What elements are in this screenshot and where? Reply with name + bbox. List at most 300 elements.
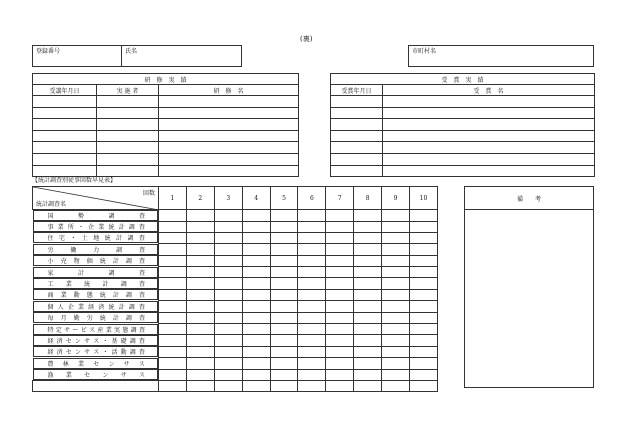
survey-name-char: 調 — [128, 303, 135, 311]
survey-name-char: ビ — [80, 326, 87, 334]
survey-name-char: 価 — [86, 258, 93, 266]
count-cell[interactable] — [298, 381, 326, 392]
survey-name-char: サ — [123, 360, 130, 368]
municipality-label: 市町村名 — [412, 48, 437, 55]
count-cell[interactable] — [214, 278, 242, 289]
count-cell[interactable] — [186, 289, 214, 300]
survey-row — [33, 324, 438, 335]
count-cell[interactable] — [298, 358, 326, 369]
award-row — [331, 165, 595, 177]
count-cell[interactable] — [382, 346, 410, 357]
survey-name-char: 経 — [88, 303, 95, 311]
survey-name-char: 査 — [138, 269, 145, 277]
count-cell[interactable] — [242, 381, 270, 392]
training-cell[interactable] — [33, 165, 97, 177]
survey-name-char: 企 — [88, 224, 95, 231]
count-cell[interactable] — [242, 232, 270, 243]
survey-name-char: 査 — [138, 224, 145, 231]
count-cell[interactable] — [270, 278, 298, 289]
survey-name-char: 宅 — [58, 235, 65, 243]
survey-row — [33, 289, 438, 300]
count-cell[interactable] — [270, 210, 298, 222]
count-cell[interactable] — [186, 381, 214, 392]
survey-name-char: 査 — [138, 280, 145, 288]
survey-name-char: 調 — [130, 326, 137, 334]
count-cell[interactable] — [326, 267, 354, 278]
survey-name-char: 調 — [128, 224, 135, 231]
survey-name-char: 所 — [67, 224, 74, 231]
count-cell[interactable] — [410, 278, 438, 289]
count-cell[interactable] — [326, 381, 354, 392]
training-cell[interactable] — [33, 107, 97, 119]
count-cell[interactable] — [354, 210, 382, 222]
survey-name-char: 農 — [47, 360, 54, 368]
count-cell[interactable] — [410, 381, 438, 392]
count-cell[interactable] — [186, 301, 214, 312]
count-cell[interactable] — [326, 244, 354, 255]
survey-name-char: サ — [120, 372, 127, 380]
count-cell[interactable] — [382, 278, 410, 289]
count-cell[interactable] — [270, 324, 298, 335]
count-cell[interactable] — [270, 301, 298, 312]
training-title: 研 修 実 績 — [33, 74, 299, 85]
count-cell[interactable] — [214, 210, 242, 222]
award-row — [331, 142, 595, 154]
award-cell[interactable] — [383, 142, 595, 154]
count-cell[interactable] — [242, 244, 270, 255]
survey-name-char: 産 — [97, 326, 104, 334]
training-cell[interactable] — [97, 119, 159, 131]
count-cell[interactable] — [382, 289, 410, 300]
survey-name-char: 企 — [67, 303, 74, 311]
count-cell[interactable] — [214, 232, 242, 243]
survey-name-char: 活 — [111, 349, 118, 357]
count-cell[interactable] — [410, 335, 438, 346]
count-cell[interactable] — [298, 210, 326, 222]
training-cell[interactable] — [97, 130, 159, 142]
count-cell[interactable] — [159, 289, 187, 300]
count-cell[interactable] — [298, 278, 326, 289]
count-cell[interactable] — [298, 312, 326, 323]
count-cell[interactable] — [410, 324, 438, 335]
survey-name-char: 計 — [102, 280, 109, 288]
count-cell[interactable] — [326, 346, 354, 357]
count-cell[interactable] — [326, 255, 354, 266]
count-cell[interactable] — [159, 358, 187, 369]
count-cell[interactable] — [382, 369, 410, 381]
training-cell[interactable] — [97, 142, 159, 154]
count-cell[interactable] — [214, 346, 242, 357]
award-cell[interactable] — [383, 96, 595, 108]
count-cell[interactable] — [326, 369, 354, 381]
awards-title: 受 賞 実 績 — [331, 74, 595, 85]
survey-row-blank — [33, 381, 438, 392]
survey-name-char: 家 — [47, 269, 54, 277]
count-header-2: 2 — [186, 187, 214, 210]
count-cell[interactable] — [214, 255, 242, 266]
survey-name-char: ン — [108, 360, 115, 368]
count-cell[interactable] — [159, 267, 187, 278]
count-cell[interactable] — [270, 346, 298, 357]
training-cell[interactable] — [97, 107, 159, 119]
count-cell[interactable] — [410, 301, 438, 312]
count-cell[interactable] — [410, 346, 438, 357]
survey-name-char: ン — [102, 372, 109, 380]
count-cell[interactable] — [354, 335, 382, 346]
survey-name-char: ・ — [70, 235, 77, 243]
count-cell[interactable] — [214, 289, 242, 300]
training-col-date: 受講年月日 — [33, 85, 97, 96]
count-cell[interactable] — [410, 210, 438, 222]
count-cell[interactable] — [242, 301, 270, 312]
count-cell[interactable] — [326, 232, 354, 243]
count-cell[interactable] — [242, 369, 270, 381]
count-cell[interactable] — [354, 221, 382, 232]
count-cell[interactable] — [354, 267, 382, 278]
count-cell[interactable] — [186, 358, 214, 369]
training-cell[interactable] — [97, 153, 159, 165]
count-cell[interactable] — [186, 335, 214, 346]
survey-name-char: ・ — [102, 349, 109, 357]
count-cell[interactable] — [382, 232, 410, 243]
training-cell[interactable] — [159, 96, 299, 108]
count-cell[interactable] — [270, 232, 298, 243]
count-cell[interactable] — [354, 232, 382, 243]
survey-name-char: ス — [93, 349, 100, 357]
count-cell[interactable] — [382, 255, 410, 266]
count-cell[interactable] — [159, 369, 187, 381]
count-cell[interactable] — [159, 210, 187, 222]
name-label: 氏名 — [125, 48, 138, 55]
count-cell[interactable] — [354, 255, 382, 266]
award-cell[interactable] — [331, 142, 383, 154]
count-cell[interactable] — [186, 210, 214, 222]
survey-name-char: 売 — [60, 258, 67, 266]
count-cell[interactable] — [326, 324, 354, 335]
count-cell[interactable] — [326, 221, 354, 232]
count-cell[interactable] — [159, 301, 187, 312]
count-cell[interactable] — [242, 278, 270, 289]
survey-name-char: 業 — [105, 326, 112, 334]
training-cell[interactable] — [33, 96, 97, 108]
survey-name-char: 業 — [60, 292, 67, 300]
survey-name-char: セ — [84, 372, 91, 380]
count-header-7: 7 — [326, 187, 354, 210]
municipality-box — [408, 45, 594, 67]
survey-name-char: セ — [65, 349, 72, 357]
count-cell[interactable] — [298, 335, 326, 346]
count-cell[interactable] — [354, 301, 382, 312]
count-cell[interactable] — [186, 221, 214, 232]
count-cell[interactable] — [159, 335, 187, 346]
count-cell[interactable] — [270, 244, 298, 255]
survey-name-char: 計 — [112, 315, 119, 323]
survey-name-char: 動 — [120, 349, 127, 357]
survey-name-char: 物 — [73, 258, 80, 266]
count-cell[interactable] — [382, 358, 410, 369]
count-cell[interactable] — [354, 346, 382, 357]
survey-name-cell — [33, 255, 159, 266]
count-cell[interactable] — [270, 255, 298, 266]
count-cell[interactable] — [186, 244, 214, 255]
training-cell[interactable] — [33, 153, 97, 165]
count-cell[interactable] — [410, 358, 438, 369]
survey-name-char: 工 — [47, 280, 54, 288]
count-cell[interactable] — [186, 278, 214, 289]
survey-name-char: ン — [74, 349, 81, 357]
survey-table-title: 【統計調査別従事回数早見表】 — [32, 177, 117, 184]
count-cell[interactable] — [298, 232, 326, 243]
count-cell[interactable] — [298, 244, 326, 255]
count-cell[interactable] — [159, 221, 187, 232]
survey-name-cell — [33, 335, 159, 346]
survey-name-char: 計 — [118, 224, 125, 231]
award-cell[interactable] — [331, 107, 383, 119]
count-cell[interactable] — [214, 301, 242, 312]
survey-name-char: サ — [84, 349, 91, 357]
survey-name-char: 林 — [62, 360, 69, 368]
count-cell[interactable] — [326, 358, 354, 369]
count-cell[interactable] — [242, 289, 270, 300]
count-cell[interactable] — [326, 335, 354, 346]
count-cell[interactable] — [298, 346, 326, 357]
training-cell[interactable] — [33, 142, 97, 154]
count-cell[interactable] — [410, 369, 438, 381]
count-cell[interactable] — [186, 346, 214, 357]
count-cell[interactable] — [354, 278, 382, 289]
training-cell[interactable] — [33, 130, 97, 142]
survey-name-char: 査 — [138, 246, 145, 254]
count-cell[interactable] — [298, 267, 326, 278]
count-header-6: 6 — [298, 187, 326, 210]
count-cell[interactable] — [214, 369, 242, 381]
count-cell[interactable] — [242, 267, 270, 278]
survey-name-char: 調 — [120, 280, 127, 288]
count-cell[interactable] — [242, 335, 270, 346]
survey-name-char: 業 — [77, 303, 84, 311]
count-cell[interactable] — [354, 244, 382, 255]
remarks-title: 備 考 — [465, 187, 594, 210]
training-cell[interactable] — [159, 153, 299, 165]
count-cell[interactable] — [242, 210, 270, 222]
survey-name-char: 統 — [108, 303, 115, 311]
survey-row — [33, 221, 438, 232]
count-header-8: 8 — [354, 187, 382, 210]
count-cell[interactable] — [382, 210, 410, 222]
count-cell[interactable] — [326, 301, 354, 312]
count-cell[interactable] — [186, 255, 214, 266]
training-cell[interactable] — [159, 130, 299, 142]
count-cell[interactable] — [326, 312, 354, 323]
survey-name-char: 定 — [55, 326, 62, 334]
count-cell[interactable] — [354, 312, 382, 323]
count-cell[interactable] — [159, 381, 187, 392]
count-cell[interactable] — [270, 381, 298, 392]
survey-name-char: 業 — [77, 360, 84, 368]
count-cell[interactable] — [242, 346, 270, 357]
training-cell[interactable] — [159, 165, 299, 177]
count-cell[interactable] — [214, 221, 242, 232]
count-cell[interactable] — [159, 232, 187, 243]
count-cell[interactable] — [159, 324, 187, 335]
award-cell[interactable] — [331, 119, 383, 131]
count-cell[interactable] — [298, 324, 326, 335]
count-cell[interactable] — [186, 369, 214, 381]
count-cell[interactable] — [242, 358, 270, 369]
survey-name-char: 済 — [56, 337, 63, 345]
count-cell[interactable] — [159, 346, 187, 357]
survey-name-char: 調 — [125, 315, 132, 323]
count-cell[interactable] — [298, 301, 326, 312]
count-cell[interactable] — [382, 244, 410, 255]
count-cell[interactable] — [382, 324, 410, 335]
count-cell[interactable] — [159, 278, 187, 289]
count-cell[interactable] — [270, 312, 298, 323]
survey-name-char: 事 — [47, 224, 54, 231]
training-cell[interactable] — [159, 107, 299, 119]
award-cell[interactable] — [331, 153, 383, 165]
survey-name-char: セ — [93, 360, 100, 368]
award-cell[interactable] — [383, 153, 595, 165]
count-cell[interactable] — [382, 381, 410, 392]
remarks-area[interactable] — [465, 210, 594, 388]
awards-col-date: 受賞年月日 — [331, 85, 383, 96]
count-cell[interactable] — [159, 255, 187, 266]
award-cell[interactable] — [331, 96, 383, 108]
survey-name-cell — [33, 312, 159, 323]
count-cell[interactable] — [410, 289, 438, 300]
page-side-label: (裏) — [300, 35, 313, 43]
training-row — [33, 119, 299, 131]
count-cell[interactable] — [354, 358, 382, 369]
count-cell[interactable] — [159, 312, 187, 323]
training-cell[interactable] — [97, 165, 159, 177]
count-cell[interactable] — [270, 267, 298, 278]
survey-name-char: 業 — [98, 224, 105, 231]
count-cell[interactable] — [298, 255, 326, 266]
survey-name-char: 統 — [104, 235, 111, 243]
training-cell[interactable] — [159, 119, 299, 131]
count-cell[interactable] — [354, 369, 382, 381]
count-cell[interactable] — [298, 289, 326, 300]
survey-name-char: 礎 — [120, 337, 127, 345]
award-cell[interactable] — [383, 119, 595, 131]
count-cell[interactable] — [354, 381, 382, 392]
award-row — [331, 153, 595, 165]
survey-name-char: 地 — [93, 235, 100, 243]
count-cell[interactable] — [214, 335, 242, 346]
training-cell[interactable] — [33, 119, 97, 131]
survey-name-char: ス — [138, 372, 145, 380]
survey-name-char: 査 — [138, 303, 145, 311]
survey-name-cell — [33, 301, 159, 312]
count-cell[interactable] — [382, 267, 410, 278]
count-cell[interactable] — [214, 324, 242, 335]
count-cell[interactable] — [270, 335, 298, 346]
count-cell[interactable] — [354, 289, 382, 300]
count-cell[interactable] — [214, 312, 242, 323]
award-cell[interactable] — [383, 130, 595, 142]
count-cell[interactable] — [186, 267, 214, 278]
training-cell[interactable] — [159, 142, 299, 154]
count-header-3: 3 — [214, 187, 242, 210]
count-cell[interactable] — [298, 369, 326, 381]
corner-survey-label: 統計調査名 — [36, 201, 67, 208]
count-cell[interactable] — [214, 381, 242, 392]
count-cell[interactable] — [382, 312, 410, 323]
count-cell[interactable] — [410, 255, 438, 266]
count-cell[interactable] — [326, 289, 354, 300]
count-cell[interactable] — [382, 301, 410, 312]
count-cell[interactable] — [270, 289, 298, 300]
survey-row — [33, 278, 438, 289]
survey-name-cell — [33, 221, 159, 232]
count-cell[interactable] — [382, 335, 410, 346]
count-cell[interactable] — [326, 210, 354, 222]
award-cell[interactable] — [383, 165, 595, 177]
count-cell[interactable] — [242, 221, 270, 232]
count-header-5: 5 — [270, 187, 298, 210]
survey-name-char: ・ — [102, 337, 109, 345]
count-cell[interactable] — [242, 312, 270, 323]
header-divider — [121, 46, 122, 66]
count-cell[interactable] — [186, 324, 214, 335]
count-cell[interactable] — [410, 312, 438, 323]
survey-name-char: 調 — [129, 349, 136, 357]
count-cell[interactable] — [214, 244, 242, 255]
count-cell[interactable] — [410, 267, 438, 278]
count-cell[interactable] — [242, 324, 270, 335]
count-cell[interactable] — [326, 278, 354, 289]
training-cell[interactable] — [97, 96, 159, 108]
award-cell[interactable] — [383, 107, 595, 119]
count-cell[interactable] — [33, 381, 159, 392]
survey-name-char: 力 — [93, 246, 100, 254]
survey-name-char: 働 — [70, 246, 77, 254]
count-cell[interactable] — [159, 244, 187, 255]
survey-name-char: 計 — [116, 235, 123, 243]
count-cell[interactable] — [242, 255, 270, 266]
survey-name-char: 査 — [138, 292, 145, 300]
award-cell[interactable] — [331, 130, 383, 142]
award-cell[interactable] — [331, 165, 383, 177]
count-cell[interactable] — [410, 221, 438, 232]
count-cell[interactable] — [186, 312, 214, 323]
survey-name-char: 計 — [118, 303, 125, 311]
training-row — [33, 96, 299, 108]
count-cell[interactable] — [270, 221, 298, 232]
survey-name-char: ス — [89, 326, 96, 334]
count-cell[interactable] — [214, 267, 242, 278]
count-cell[interactable] — [270, 369, 298, 381]
award-row — [331, 119, 595, 131]
award-row — [331, 130, 595, 142]
count-cell[interactable] — [354, 324, 382, 335]
count-cell[interactable] — [214, 358, 242, 369]
count-cell[interactable] — [270, 358, 298, 369]
survey-name-char: 済 — [56, 349, 63, 357]
survey-name-char: 統 — [99, 258, 106, 266]
count-cell[interactable] — [186, 232, 214, 243]
survey-name-char: サ — [64, 326, 71, 334]
survey-name-char: 国 — [47, 213, 54, 220]
count-cell[interactable] — [382, 221, 410, 232]
count-cell[interactable] — [298, 221, 326, 232]
survey-row — [33, 369, 438, 381]
survey-name-char: 査 — [138, 213, 145, 220]
count-cell[interactable] — [410, 244, 438, 255]
count-cell[interactable] — [410, 232, 438, 243]
